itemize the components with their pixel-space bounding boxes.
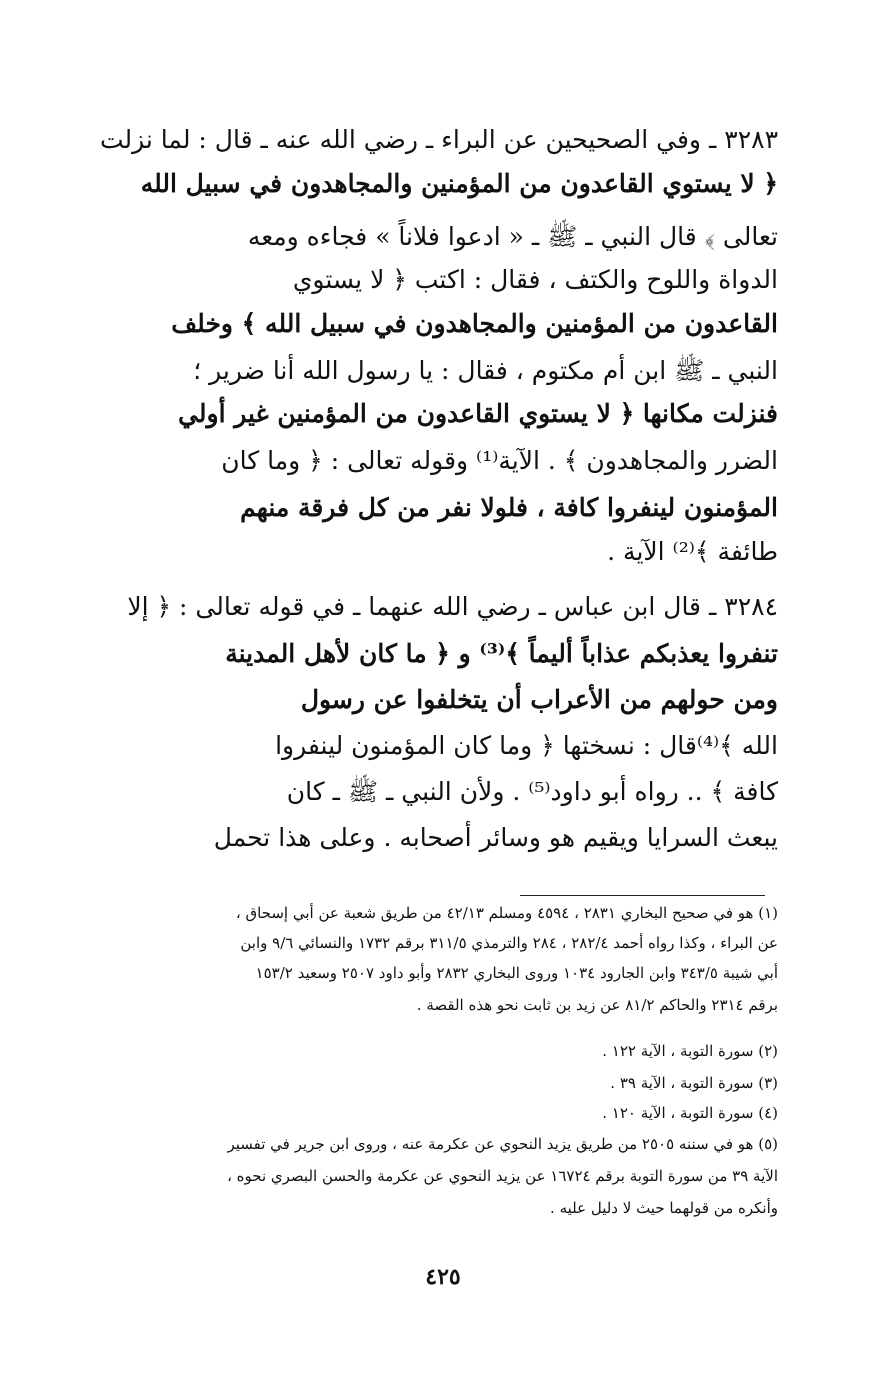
entry-line: النبي ـ ﷺ ابن أم مكتوم ، فقال : يا رسول الله أنا ضرير ؛ [193,356,778,385]
entry-number: ٣٢٨٣ [724,125,778,154]
footnote-divider [520,895,765,896]
entry-line [99,118,778,162]
footnote-line: عن البراء ، وكذا رواه أحمد ٢٨٢/٤ ، ٢٨٤ والترمذي ٣١١/٥ برقم ١٧٣٢ والنسائي ٩/٦ وابن [240,934,778,952]
entry-line: تعالى ﴾ قال النبي ـ ﷺ ـ « ادعوا فلاناً » فجاءه ومعه [247,222,778,251]
entry-line: كافة ﴾ .. رواه أبو داود⁽⁵⁾ . ولأن النبي ـ ﷺ ـ كان [286,777,778,806]
entry-text: ـ قال ابن عباس ـ رضي الله عنهما ـ في قوله تعالى : ﴿ إلا [127,592,717,621]
footnote-line: (٤) سورة التوبة ، الآية ١٢٠ . [602,1104,778,1122]
entry-line: ﴿ لا يستوي القاعدون من المؤمنين والمجاهدون في سبيل الله [140,169,778,198]
footnote-line: (٣) سورة التوبة ، الآية ٣٩ . [610,1074,778,1092]
entry-line: الله ﴾⁽⁴⁾قال : نسختها ﴿ وما كان المؤمنون لينفروا [275,731,778,760]
footnote-line: وأنكره من قولهما حيث لا دليل عليه . [550,1199,778,1217]
footnote-line: برقم ٢٣١٤ والحاكم ٨١/٢ عن زيد بن ثابت نحو هذه القصة . [416,996,778,1014]
entry-line: طائفة ﴾⁽²⁾ الآية . [607,537,778,566]
entry-line: ومن حولهم من الأعراب أن يتخلفوا عن رسول [300,685,778,714]
entry-text: ـ وفي الصحيحين عن البراء ـ رضي الله عنه ـ قال : لما نزلت [99,125,717,154]
entry-line: فنزلت مكانها ﴿ لا يستوي القاعدون من المؤمنين غير أولي [178,399,778,428]
footnote-line: (٢) سورة التوبة ، الآية ١٢٢ . [602,1042,778,1060]
entry-number: ٣٢٨٤ [724,592,778,621]
entry-line: الدواة واللوح والكتف ، فقال : اكتب ﴿ لا يستوي [292,265,778,294]
entry-line: يبعث السرايا ويقيم هو وسائر أصحابه . وعلى هذا تحمل [213,823,778,852]
footnote-line: (٥) هو في سننه ٢٥٠٥ من طريق يزيد النحوي عن عكرمة عنه ، وروى ابن جرير في تفسير [227,1135,778,1153]
entry-line: المؤمنون لينفروا كافة ، فلولا نفر من كل فرقة منهم [240,493,778,522]
entry-line: تنفروا يعذبكم عذاباً أليماً ﴾⁽³⁾ و ﴿ ما كان لأهل المدينة [225,639,778,668]
entry-line: القاعدون من المؤمنين والمجاهدون في سبيل الله ﴾ وخلف [171,309,778,338]
footnote-line: (١) هو في صحيح البخاري ٢٨٣١ ، ٤٥٩٤ ومسلم ٤٢/١٣ من طريق شعبة عن أبي إسحاق ، [235,904,778,922]
footnote-line: أبي شيبة ٣٤٣/٥ وابن الجارود ١٠٣٤ وروى البخاري ٢٨٣٢ وأبو داود ٢٥٠٧ وسعيد ١٥٣/٢ [255,964,778,982]
page-number: ٤٢٥ [425,1264,461,1290]
footnote-line: الآية ٣٩ من سورة التوبة برقم ١٦٧٢٤ عن يزيد النحوي عن عكرمة والحسن البصري نحوه ، [227,1167,778,1185]
entry-line [108,585,778,629]
entry-line: الضرر والمجاهدون ﴾ . الآية⁽¹⁾ وقوله تعالى : ﴿ وما كان [221,446,778,475]
